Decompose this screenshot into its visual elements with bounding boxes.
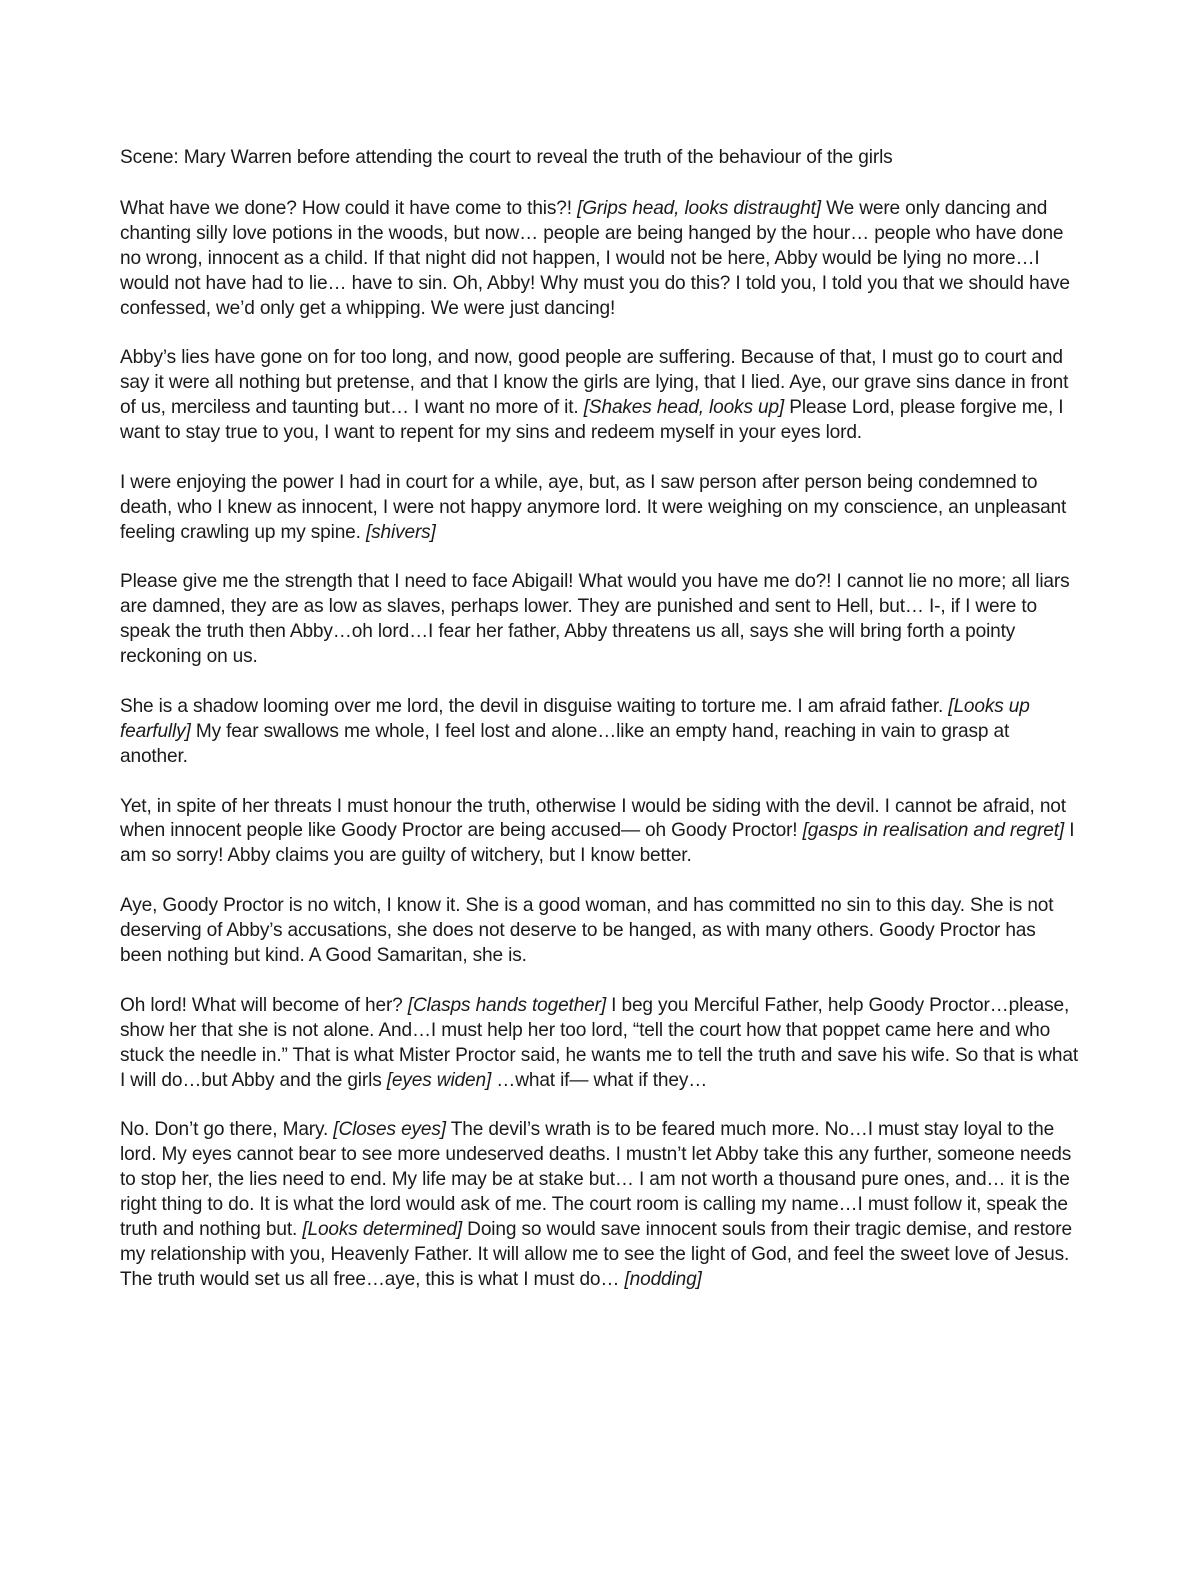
stage-direction: [Shakes head, looks up] bbox=[583, 397, 785, 419]
paragraph-text: Yet, in spite of her threats I must honour the truth, otherwise I would be siding with the devil. I cannot be afraid, not when innocent people like Goody Proctor are being accused— oh Goody Proctor! bbox=[120, 795, 1066, 842]
paragraph-text: Abby’s lies have gone on for too long, and now, good people are suffering. Because of that, I must go to court and say it were all nothing but pretense, and that I know the girls are lying, that I lied. Aye, our grave sins dance in front of us, merciless and taunting but… I want no more of it. bbox=[120, 347, 1069, 419]
paragraph bbox=[120, 695, 1082, 770]
paragraph bbox=[120, 994, 1082, 1094]
paragraph-text: …what if— what if they… bbox=[491, 1069, 708, 1091]
paragraph-text: What have we done? How could it have come to this?! bbox=[120, 197, 578, 219]
paragraph-text: Oh lord! What will become of her? bbox=[120, 994, 408, 1016]
paragraph-text: Please Lord, please forgive me, I want to stay true to you, I want to repent for my sins and redeem myself in your eyes lord. bbox=[120, 397, 1064, 444]
paragraph-text: Doing so would save innocent souls from their tragic demise, and restore my relationship with you, Heavenly Father. It will allow me to see the light of God, and feel the sweet love of Jesus. The truth would set us all free…aye, this is what I must do… bbox=[120, 1218, 1072, 1290]
stage-direction: [Closes eyes] bbox=[333, 1119, 446, 1141]
paragraph bbox=[120, 197, 1082, 322]
paragraph bbox=[120, 346, 1082, 446]
paragraph-text: Aye, Goody Proctor is no witch, I know it. She is a good woman, and has committed no sin to this day. She is not deserving of Abby’s accusations, she does not deserve to be hanged, as with many others. Goody Proctor has been nothing but kind. A Good Samaritan, she is. bbox=[120, 895, 1054, 966]
scene-heading: Scene: Mary Warren before attending the court to reveal the truth of the behaviour of the girls bbox=[120, 147, 893, 168]
paragraph-text: Please give me the strength that I need to face Abigail! What would you have me do?! I cannot lie no more; all liars are damned, they are as low as slaves, perhaps lower. They are punished and sent to Hell, but… I-, if I were to speak the truth then Abby…oh lord…I fear her father, Abby threatens us all, says she will bring forth a pointy reckoning on us. bbox=[120, 571, 1070, 668]
paragraph-text: My fear swallows me whole, I feel lost and alone…like an empty hand, reaching in vain to grasp at another. bbox=[120, 720, 1010, 767]
paragraph bbox=[120, 570, 1082, 670]
paragraph-text: No. Don’t go there, Mary. bbox=[120, 1119, 334, 1141]
stage-direction: [Looks up fearfully] bbox=[120, 695, 1030, 742]
paragraph-text: I am so sorry! Abby claims you are guilty of witchery, but I know better. bbox=[120, 820, 1075, 867]
paragraph-text: I beg you Merciful Father, help Goody Proctor…please, show her that she is not alone. And…I must help her too lord, “tell the court how that poppet came here and who stuck the needle in.” That is what Mister Proctor said, he wants me to tell the truth and save his wife. So that is what I will do…but Abby and the girls bbox=[120, 994, 1079, 1091]
stage-direction: [nodding] bbox=[624, 1268, 702, 1290]
stage-direction: [Looks determined] bbox=[302, 1218, 463, 1240]
paragraph-text: The devil’s wrath is to be feared much more. No…I must stay loyal to the lord. My eyes cannot bear to see more undeserved deaths. I mustn’t let Abby take this any further, someone needs to stop her, the lies need to end. My life may be at stake but… I am not worth a thousand pure ones, and… it is the right thing to do. It is what the lord would ask of me. The court room is calling my name…I must follow it, speak the truth and nothing but. bbox=[120, 1119, 1072, 1240]
stage-direction: [shivers] bbox=[365, 521, 436, 543]
paragraph bbox=[120, 1118, 1082, 1292]
paragraph bbox=[120, 471, 1082, 546]
paragraph-text: We were only dancing and chanting silly love potions in the woods, but now… people are being hanged by the hour… people who have done no wrong, innocent as a child. If that night did not happen, I would not be here, Abby would be lying no more…I would not have had to lie… have to sin. Oh, Abby! Why must you do this? I told you, I told you that we should have confessed, we’d only get a whipping. We were just dancing! bbox=[120, 197, 1070, 319]
stage-direction: [Grips head, looks distraught] bbox=[577, 197, 821, 219]
monologue-text bbox=[120, 146, 1082, 1318]
stage-direction: [eyes widen] bbox=[386, 1069, 492, 1091]
paragraph bbox=[120, 894, 1082, 969]
stage-direction: [gasps in realisation and regret] bbox=[802, 820, 1065, 842]
paragraph-text: I were enjoying the power I had in court for a while, aye, but, as I saw person after person being condemned to death, who I knew as innocent, I were not happy anymore lord. It were weighing on my conscience, an unpleasant feeling crawling up my spine. bbox=[120, 471, 1067, 543]
paragraph bbox=[120, 795, 1082, 870]
paragraph-text: She is a shadow looming over me lord, the devil in disguise waiting to torture me. I am afraid father. bbox=[120, 695, 949, 717]
stage-direction: [Clasps hands together] bbox=[407, 994, 607, 1016]
